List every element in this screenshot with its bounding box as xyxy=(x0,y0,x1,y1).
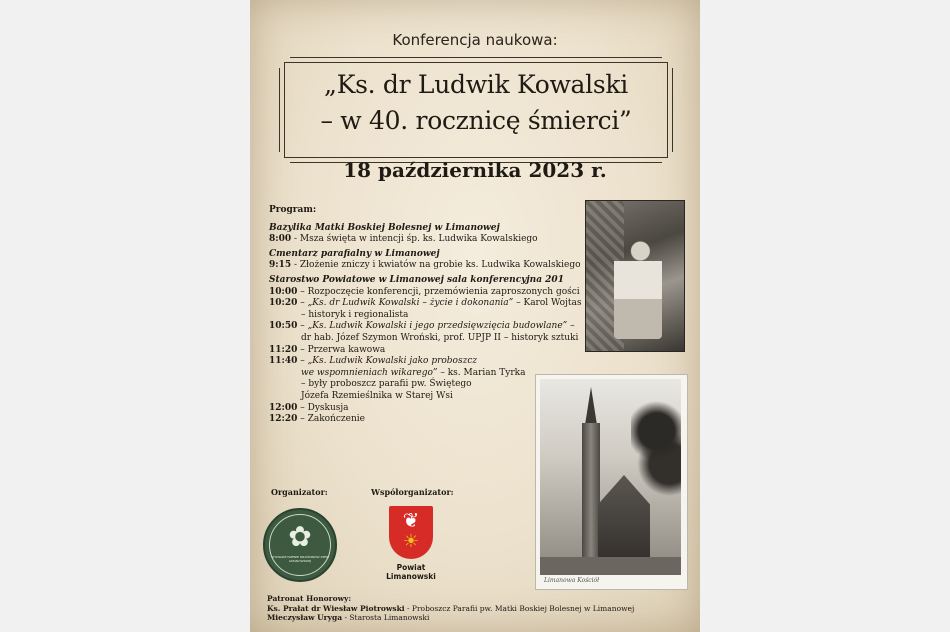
item-text: - Złożenie zniczy i kwiatów na grobie ks. Ludwika Kowalskiego xyxy=(291,260,581,271)
lecture-title: „Ks. Ludwik Kowalski i jego przedsięwzięcia budowlane” xyxy=(307,321,568,332)
church-tower xyxy=(582,423,600,573)
item-text: – xyxy=(567,321,575,332)
poster xyxy=(250,0,700,632)
item-continuation: – były proboszcz parafii pw. Świętego xyxy=(301,379,472,390)
item-continuation: dr hab. Józef Szymon Wroński, prof. UPJP II – historyk sztuki xyxy=(301,332,579,343)
program-item xyxy=(269,321,599,333)
section-place: Cmentarz parafialny w Limanowej xyxy=(269,248,440,259)
item-text: – ks. Marian Tyrka xyxy=(437,367,526,378)
organizer-logo-text: STOWARZYSZENIE MIŁOŚNIKÓW ZIEMI LIMANOWSKIEJ xyxy=(271,555,329,563)
item-time: 10:50 xyxy=(269,321,298,332)
patron-name: Mieczysław Uryga xyxy=(267,613,343,623)
coorganizer-label: Współorganizator: xyxy=(371,487,454,497)
honorary-patronage xyxy=(267,594,697,623)
item-time: 11:40 xyxy=(269,356,298,367)
item-time: 11:20 xyxy=(269,344,298,355)
church-spire xyxy=(585,387,597,425)
lecture-title: we wspomnieniach wikarego” xyxy=(301,367,438,378)
title-frame xyxy=(284,62,668,158)
sun-icon: ☀ xyxy=(402,531,420,552)
patronage-entry xyxy=(267,604,697,614)
item-text: – Rozpoczęcie konferencji, przemówienia zaproszonych gości xyxy=(297,286,580,297)
coorganizer-name-line-1: Powiat xyxy=(396,563,426,572)
item-text: - Msza święta w intencji śp. ks. Ludwika Kowalskiego xyxy=(291,234,538,245)
item-time: 10:20 xyxy=(269,298,298,309)
patronage-entry xyxy=(267,613,697,623)
conference-label: Konferencja naukowa: xyxy=(392,31,558,49)
patron-name: Ks. Prałat dr Wiesław Piotrowski xyxy=(267,603,405,613)
program-item xyxy=(269,298,599,310)
item-time: 12:20 xyxy=(269,414,298,425)
item-time: 9:15 xyxy=(269,260,292,271)
church-image xyxy=(540,379,681,575)
event-date: 18 października 2023 r. xyxy=(343,158,607,182)
item-time: 8:00 xyxy=(269,234,292,245)
photo-caption: Limanowa Kościół xyxy=(544,577,600,584)
item-text: – xyxy=(297,356,308,367)
item-continuation: Józefa Rzemieślnika w Starej Wsi xyxy=(301,390,453,401)
section-place: Starostwo Powiatowe w Limanowej sala konferencyjna 201 xyxy=(269,274,564,285)
lecture-title: „Ks. dr Ludwik Kowalski – życie i dokonania” xyxy=(307,298,514,309)
item-time: 10:00 xyxy=(269,286,298,297)
title-line-2: – w 40. rocznicę śmierci” xyxy=(320,106,632,135)
coorganizer-name xyxy=(376,563,446,581)
eagle-icon: ❦ xyxy=(402,508,420,532)
item-text: – xyxy=(297,321,308,332)
organizer-logo xyxy=(263,508,337,582)
program-item xyxy=(269,234,599,246)
patron-role: - Starosta Limanowski xyxy=(342,613,430,623)
program-item xyxy=(269,260,599,272)
item-time: 12:00 xyxy=(269,402,298,413)
section-place: Bazylika Matki Boskiej Bolesnej w Limanowej xyxy=(269,222,500,233)
program-heading: Program: xyxy=(269,205,317,215)
item-text: – xyxy=(297,298,308,309)
organizer-label: Organizator: xyxy=(271,487,328,497)
program-item xyxy=(269,356,599,368)
church-ground xyxy=(540,557,681,575)
coorganizer-name-line-2: Limanowski xyxy=(386,572,436,581)
program-item xyxy=(269,345,599,357)
powiat-coat-of-arms xyxy=(389,506,433,559)
item-text: – Zakończenie xyxy=(297,414,365,425)
church-photo xyxy=(535,374,688,590)
patron-role: - Proboszcz Parafii pw. Matki Boskiej Bolesnej w Limanowej xyxy=(404,603,635,613)
item-text: – Karol Wojtas xyxy=(513,298,582,309)
item-text: – Przerwa kawowa xyxy=(297,344,386,355)
tree-silhouette xyxy=(631,387,681,497)
patronage-heading: Patronat Honorowy: xyxy=(267,594,352,603)
tree-icon: ✿ xyxy=(288,520,312,553)
lecture-title: „Ks. Ludwik Kowalski jako proboszcz xyxy=(307,356,478,367)
item-continuation: – historyk i regionalista xyxy=(301,309,409,320)
title-line-1: „Ks. dr Ludwik Kowalski xyxy=(324,70,628,99)
priest-photo xyxy=(585,200,685,352)
program-item xyxy=(269,287,599,299)
priest-figure xyxy=(614,239,662,339)
item-text: – Dyskusja xyxy=(297,402,349,413)
